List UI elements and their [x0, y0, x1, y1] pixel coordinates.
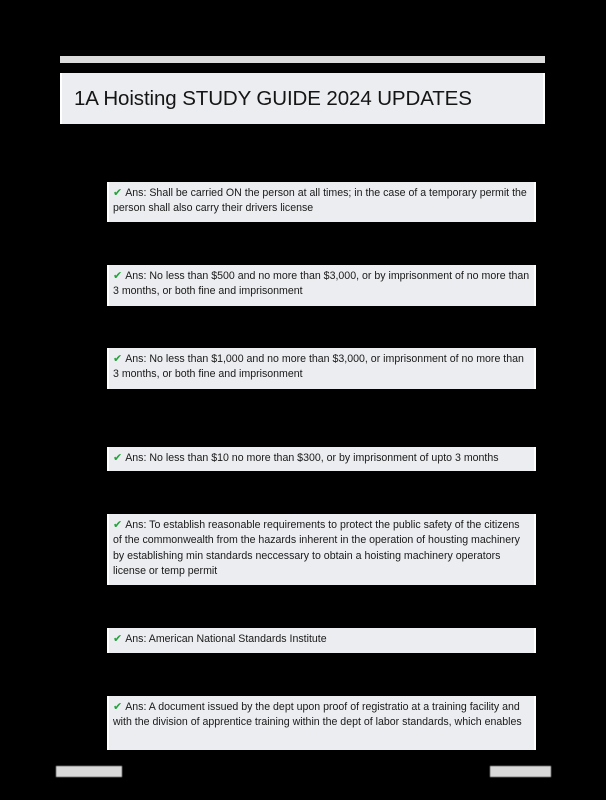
checkmark-icon: ✔ [113, 519, 123, 531]
answer-text: Ans: A document issued by the dept upon proof of registratio at a training facility and with the division of apprentice training within the dept of labor standards, which enables [113, 701, 522, 729]
answer-box [107, 265, 536, 306]
checkmark-icon: ✔ [113, 452, 123, 464]
checkmark-icon: ✔ [113, 633, 123, 645]
answer-box [107, 696, 536, 750]
answer-text: Ans: No less than $10 no more than $300, or by imprisonment of upto 3 months [125, 452, 499, 464]
checkmark-icon: ✔ [113, 353, 123, 365]
footer-watermark-left [56, 766, 122, 777]
answer-box [107, 514, 536, 585]
checkmark-icon: ✔ [113, 187, 123, 199]
answer-box [107, 182, 536, 222]
answer-text: Ans: American National Standards Institute [125, 633, 327, 645]
page-title: 1A Hoisting STUDY GUIDE 2024 UPDATES [74, 87, 472, 110]
checkmark-icon: ✔ [113, 270, 123, 282]
answer-text: Ans: To establish reasonable requirements to protect the public safety of the citizens of the commonwealth from the hazards inherent in the operation of housting machinery by establishing min standards neccessary to obtain a hoisting machinery operators license or temp permit [113, 519, 520, 577]
footer-page-number [490, 766, 551, 777]
checkmark-icon: ✔ [113, 701, 123, 713]
answer-text: Ans: No less than $1,000 and no more than $3,000, or imprisonment of no more than 3 months, or both fine and imprisonment [113, 353, 524, 381]
answer-box [107, 447, 536, 471]
answer-text: Ans: Shall be carried ON the person at all times; in the case of a temporary permit the person shall also carry their drivers license [113, 187, 527, 215]
answer-text: Ans: No less than $500 and no more than $3,000, or by imprisonment of no more than 3 months, or both fine and imprisonment [113, 270, 530, 298]
header-divider-bar [60, 56, 545, 63]
title-box [60, 73, 545, 124]
answer-box [107, 348, 536, 389]
answer-box [107, 628, 536, 653]
